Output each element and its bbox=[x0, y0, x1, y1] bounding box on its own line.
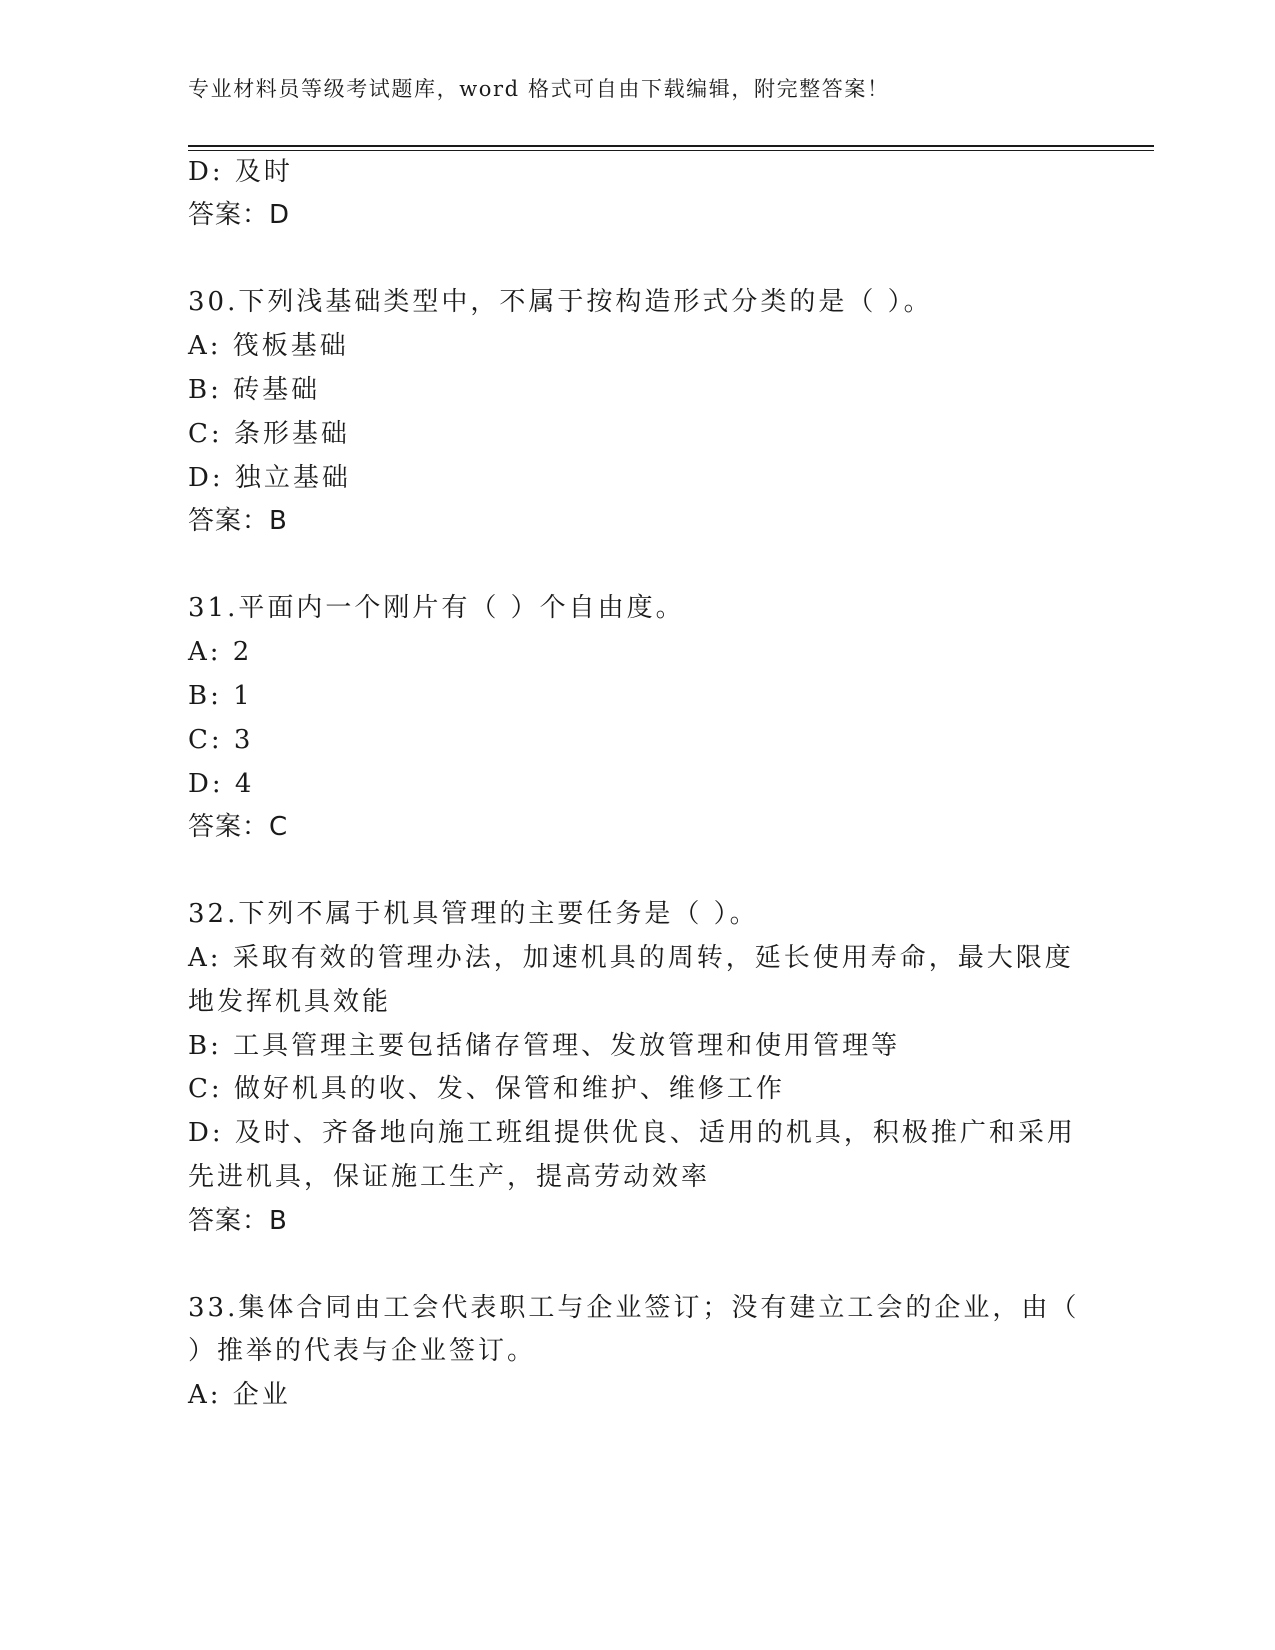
header-rule-thin bbox=[188, 150, 1154, 151]
question-title: 30.下列浅基础类型中，不属于按构造形式分类的是（ ）。 bbox=[188, 287, 933, 317]
question-title: 32.下列不属于机具管理的主要任务是（ ）。 bbox=[188, 899, 759, 929]
option-a: A: 企业 bbox=[188, 1380, 291, 1410]
option-a-continued: 地发挥机具效能 bbox=[188, 987, 392, 1017]
answer: 答案：C bbox=[188, 812, 289, 842]
option-d: D: 及时、齐备地向施工班组提供优良、适用的机具，积极推广和采用 bbox=[188, 1118, 1076, 1148]
option-c: C: 做好机具的收、发、保管和维护、维修工作 bbox=[188, 1074, 785, 1104]
option-d: D: 4 bbox=[188, 769, 255, 799]
option-c: C: 3 bbox=[188, 725, 254, 755]
page-header: 专业材料员等级考试题库，word 格式可自由下载编辑，附完整答案！ bbox=[188, 77, 890, 101]
option-b: B: 1 bbox=[188, 681, 253, 711]
question-title: 31.平面内一个刚片有（ ）个自由度。 bbox=[188, 593, 685, 623]
option-a: A: 采取有效的管理办法，加速机具的周转，延长使用寿命，最大限度 bbox=[188, 943, 1074, 973]
option-d: D: 独立基础 bbox=[188, 463, 351, 493]
option-d-continued: 先进机具，保证施工生产，提高劳动效率 bbox=[188, 1162, 711, 1192]
question-title-continued: ）推举的代表与企业签订。 bbox=[188, 1336, 537, 1366]
answer: 答案：B bbox=[188, 1206, 288, 1236]
answer: 答案：B bbox=[188, 506, 288, 536]
answer: 答案：D bbox=[188, 200, 291, 230]
option-b: B: 工具管理主要包括储存管理、发放管理和使用管理等 bbox=[188, 1031, 901, 1061]
option-a: A: 2 bbox=[188, 637, 253, 667]
option-d: D: 及时 bbox=[188, 157, 293, 187]
question-title: 33.集体合同由工会代表职工与企业签订；没有建立工会的企业，由（ bbox=[188, 1293, 1080, 1323]
option-a: A: 筏板基础 bbox=[188, 331, 349, 361]
option-b: B: 砖基础 bbox=[188, 375, 321, 405]
option-c: C: 条形基础 bbox=[188, 419, 350, 449]
header-rule-thick bbox=[188, 145, 1154, 147]
